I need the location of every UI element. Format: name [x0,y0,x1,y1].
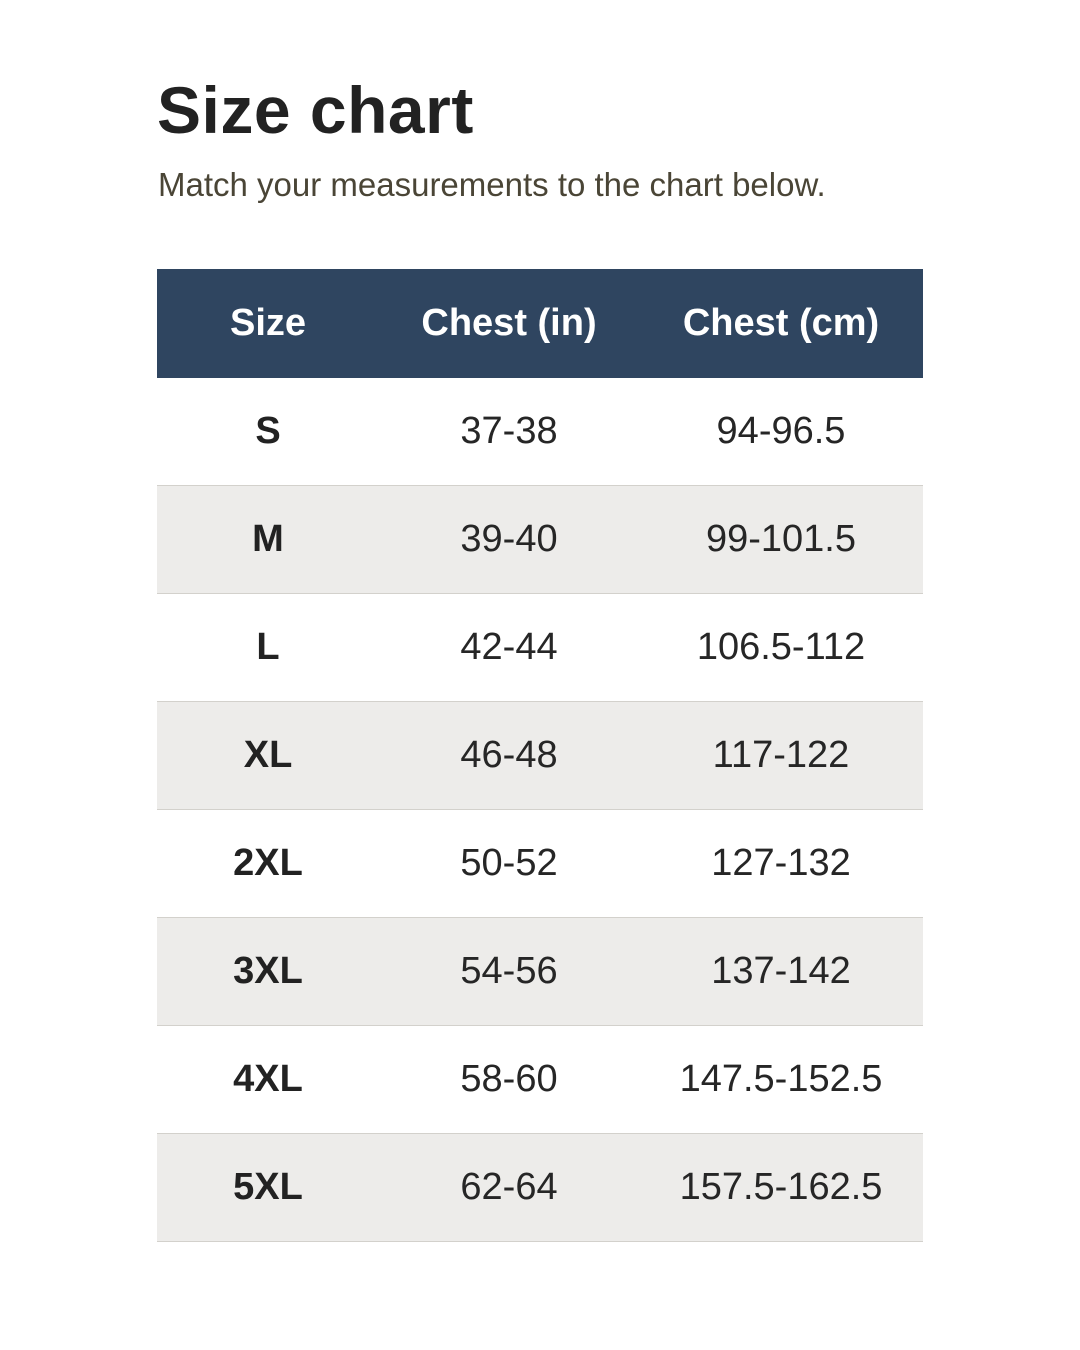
table-row [157,594,923,702]
size-cell: 2XL [157,810,379,918]
chest-cm-cell: 106.5-112 [639,594,923,702]
chest-cm-cell: 99-101.5 [639,486,923,594]
table-row [157,810,923,918]
chest-cm-cell: 127-132 [639,810,923,918]
size-cell: M [157,486,379,594]
chest-in-cell: 54-56 [379,918,639,1026]
column-header-chest-in: Chest (in) [379,269,639,378]
size-cell: 4XL [157,1026,379,1134]
chest-cm-cell: 94-96.5 [639,378,923,486]
table-header [157,269,923,378]
table-row [157,378,923,486]
size-cell: L [157,594,379,702]
chest-cm-cell: 147.5-152.5 [639,1026,923,1134]
table-header-row [157,269,923,378]
size-table [157,269,923,1242]
size-cell: 3XL [157,918,379,1026]
table-row [157,1134,923,1242]
table-row [157,702,923,810]
chest-in-cell: 62-64 [379,1134,639,1242]
chest-cm-cell: 137-142 [639,918,923,1026]
chest-cm-cell: 157.5-162.5 [639,1134,923,1242]
chest-in-cell: 58-60 [379,1026,639,1134]
table-row [157,918,923,1026]
size-cell: S [157,378,379,486]
chest-in-cell: 46-48 [379,702,639,810]
table-row [157,486,923,594]
chest-in-cell: 42-44 [379,594,639,702]
chest-in-cell: 37-38 [379,378,639,486]
column-header-size: Size [157,269,379,378]
column-header-chest-cm: Chest (cm) [639,269,923,378]
page-title: Size chart [157,73,474,147]
table-body [157,378,923,1242]
chest-in-cell: 50-52 [379,810,639,918]
size-cell: XL [157,702,379,810]
chest-in-cell: 39-40 [379,486,639,594]
chest-cm-cell: 117-122 [639,702,923,810]
size-cell: 5XL [157,1134,379,1242]
page-subtitle: Match your measurements to the chart below. [158,166,826,203]
table-row [157,1026,923,1134]
